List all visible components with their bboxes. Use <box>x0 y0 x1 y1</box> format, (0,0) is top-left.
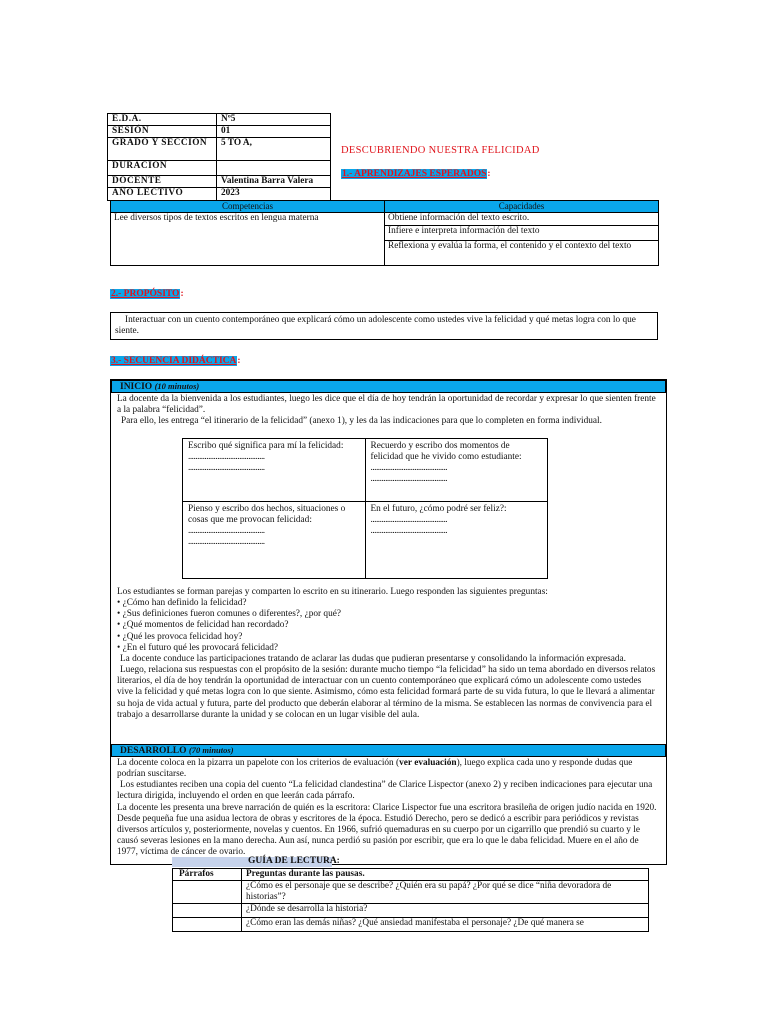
desarrollo-paragraph: La docente les presenta una breve narración de quién es la escritora: Clarice Lispector fue una escritora brasileña de origen judío nacida en 1920. Desde pequeña fue una asidua lectora de obras y escritores de la época. Estudió Derecho, pero se dedicó a escribir para periódicos y revistas diversos artículos y, posteriormente, novelas y cuentos. En 1966, sufrió quemaduras en su cuerpo por un cigarrillo que prendió su cuarto y le causó severas lesiones en la mano derecha. Aun así, nunca perdió su pasión por escribir, que era lo que le daba felicidad. Muere en el año de 1977, víctima de cáncer de ovario. <box>117 802 657 858</box>
question-item: • ¿Sus definiciones fueron comunes o diferentes?, ¿por qué? <box>117 609 341 620</box>
section-label: 2.- PROPÓSITO <box>111 289 180 299</box>
desarrollo-block <box>110 744 667 865</box>
meta-key: E.D.A. <box>108 114 217 126</box>
meta-value: 2023 <box>217 188 331 200</box>
text-run: ), luego explica cada uno y responde dudas que podrían suscitarse. <box>117 758 633 780</box>
inicio-label: INICIO <box>120 382 153 392</box>
capacidad-cell: Reflexiona y evalúa la forma, el contenido y el contexto del texto <box>385 240 659 265</box>
section-heading-secuencia: 3.- SECUENCIA DIDÁCTICA: <box>111 356 241 366</box>
question-cell: ¿Cómo es el personaje que se describe? ¿Quién era su papá? ¿Por qué se dice “niña devoradora de historias”? <box>242 881 649 904</box>
meta-key: DOCENTE <box>108 176 217 188</box>
column-header: Preguntas durante las pausas. <box>242 869 649 881</box>
desarrollo-time: (70 minutos) <box>188 745 234 755</box>
question-item: • ¿Cómo han definido la felicidad? <box>117 598 247 609</box>
paragraph-cell <box>173 881 242 904</box>
competencies-table <box>110 200 659 266</box>
itinerary-prompt: En el futuro, ¿cómo podré ser feliz?: <box>370 504 507 514</box>
itinerario-table <box>182 438 548 579</box>
proposito-box: Interactuar con un cuento contemporáneo que explicará cómo un adolescente como ustedes vive la felicidad y qué metas logra con lo que siente. <box>110 312 658 340</box>
dotted-line: .......................................... <box>188 537 265 548</box>
session-title: DESCUBRIENDO NUESTRA FELICIDAD <box>341 145 540 156</box>
inicio-paragraph: La docente da la bienvenida a los estudiantes, luego les dice que el día de hoy tendrán la oportunidad de recordar y expresar lo que sienten frente a la palabra “felicidad”. <box>117 394 656 416</box>
meta-value <box>217 161 331 176</box>
itinerary-prompt: Recuerdo y escribo dos momentos de felicidad que he vivido como estudiante: <box>370 441 522 463</box>
inicio-continuation <box>117 587 659 721</box>
desarrollo-paragraph <box>117 758 660 780</box>
session-info-table <box>107 113 331 201</box>
question-cell: ¿Dónde se desarrolla la historia? <box>242 904 649 918</box>
itinerary-prompt: Escribo qué significa para mí la felicidad: <box>188 441 344 451</box>
meta-key: SESIÓN <box>108 126 217 138</box>
meta-key: DURACION <box>108 161 217 176</box>
itinerary-box <box>183 502 366 579</box>
meta-value: 01 <box>217 126 331 138</box>
column-header: Párrafos <box>173 869 242 881</box>
text-run: La docente coloca en la pizarra un papelote con los criterios de evaluación ( <box>117 758 400 768</box>
question-item: • ¿Qué les provoca felicidad hoy? <box>117 631 243 642</box>
dotted-line: .......................................... <box>188 452 265 463</box>
inicio-paragraph: Los estudiantes se forman parejas y comparten lo escrito en su itinerario. Luego responden las siguientes preguntas: <box>117 587 548 597</box>
meta-key: AÑO LECTIVO <box>108 188 217 200</box>
dotted-line: .......................................... <box>370 463 448 474</box>
desarrollo-paragraph: Los estudiantes reciben una copia del cuento “La felicidad clandestina” de Clarice Lispector (anexo 2) y reciben indicaciones para ejecutar una lectura dirigida, incluyendo el orden en que leerán cada párrafo. <box>117 780 653 802</box>
guia-lectura-table <box>172 868 649 932</box>
itinerary-box <box>365 502 548 579</box>
desarrollo-label: DESARROLLO <box>120 746 187 756</box>
dotted-line: .......................................... <box>188 463 265 474</box>
text-run-bold: ver evaluación <box>399 758 457 768</box>
itinerary-prompt: Pienso y escribo dos hechos, situaciones o cosas que me provocan felicidad: <box>188 504 346 526</box>
guia-heading: GUÍA DE LECTURA: <box>248 856 340 866</box>
paragraph-cell <box>173 904 242 918</box>
inicio-header <box>111 380 666 393</box>
column-header: Capacidades <box>385 201 659 213</box>
section-label: 3.- SECUENCIA DIDÁCTICA <box>111 356 237 366</box>
section-label: 1.- APRENDIZAJES ESPERADOS <box>342 169 487 179</box>
dotted-line: .......................................... <box>370 474 448 485</box>
section-heading-aprendizajes: 1.- APRENDIZAJES ESPERADOS: <box>342 169 491 179</box>
question-cell: ¿Cómo eran las demás niñas? ¿Qué ansiedad manifestaba el personaje? ¿De qué manera se <box>242 918 649 932</box>
meta-key: GRADO Y SECCION <box>108 138 217 161</box>
inicio-time: (10 minutos) <box>154 381 200 391</box>
dotted-line: .......................................... <box>370 515 448 526</box>
inicio-paragraph: Luego, relaciona sus respuestas con el propósito de la sesión: durante mucho tiempo “la felicidad” ha sido un tema abordado en diversos relatos literarios, el día de hoy tendrán la oportunidad de interactuar con un cuento contemporáneo que explicará cómo un adolescente como ustedes vive la felicidad y qué metas logra con lo que siente. Asimismo, cómo esta felicidad formará parte de su vida futura, lo que le llevará a alimentar su hoja de vida actual y futura, parte del producto que deberán elaborar al término de la misma. Se establecen las normas de convivencia para el trabajo a desarrollarse durante la unidad y se colocan en un lugar visible del aula. <box>117 665 656 720</box>
section-heading-proposito: 2.- PROPÓSITO: <box>111 289 184 299</box>
capacidad-cell: Infiere e interpreta información del texto <box>385 225 659 240</box>
dotted-line: .......................................... <box>188 526 265 537</box>
dotted-line: .......................................... <box>370 526 448 537</box>
itinerary-box <box>183 439 366 502</box>
meta-value: Nº5 <box>217 114 331 126</box>
question-item: • ¿En el futuro qué les provocará felicidad? <box>117 642 278 653</box>
inicio-paragraph: Para ello, les entrega “el itinerario de la felicidad” (anexo 1), y les da las indicaciones para que lo completen en forma individual. <box>121 416 602 427</box>
inicio-paragraph: La docente conduce las participaciones tratando de aclarar las dudas que pudieran presentarse y consolidando la información expresada. <box>120 653 626 664</box>
meta-value: 5 TO A, <box>217 138 331 161</box>
itinerary-box <box>365 439 548 502</box>
desarrollo-header <box>111 744 666 757</box>
paragraph-cell <box>173 918 242 932</box>
meta-value: Valentina Barra Valera <box>217 176 331 188</box>
capacidad-cell: Obtiene información del texto escrito. <box>385 212 659 225</box>
column-header: Competencias <box>111 201 385 213</box>
question-item: • ¿Qué momentos de felicidad han recordado? <box>117 620 289 631</box>
competencia-cell: Lee diversos tipos de textos escritos en lengua materna <box>111 212 385 265</box>
